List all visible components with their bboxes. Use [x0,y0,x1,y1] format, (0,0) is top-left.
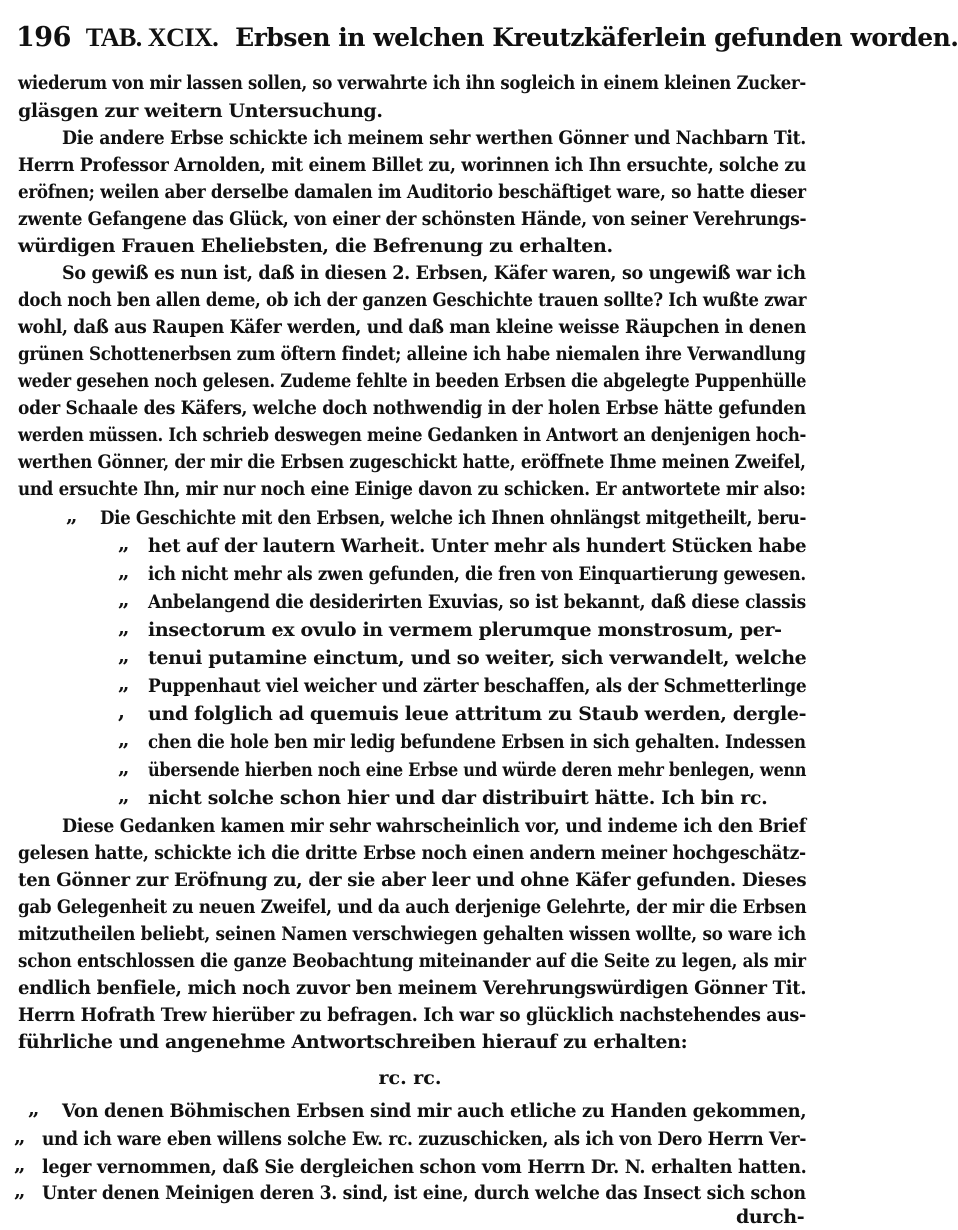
quote-mark: „ [118,587,130,611]
text-line: und ich ware eben willens solche Ew. rc. zuzuschicken, als ich von Dero Herrn Ver- [42,1128,807,1150]
quoted-line: insectorum ex ovulo in vermem plerumque monstrosum, per- [148,619,782,641]
text-line: So gewiß es nun ist, daß in diesen 2. Erbsen, Käfer waren, so ungewiß war ich [62,262,806,284]
quote-mark: „ [14,1178,26,1202]
quoted-line: Die Geschichte mit den Erbsen, welche ich Ihnen ohnlängst mitgetheilt, beru- [100,507,807,529]
text-line: wiederum von mir lassen sollen, so verwahrte ich ihn sogleich in einem kleinen Zucker- [18,72,806,94]
text-line: zwente Gefangene das Glück, von einer der schönsten Hände, von seiner Verehrungs- [18,208,807,230]
text-line: und ersuchte Ihn, mir nur noch eine Einige davon zu schicken. Er antwortete mir also: [18,478,806,500]
quote-mark: „ [66,503,78,527]
quoted-line: tenui putamine einctum, und so weiter, sich verwandelt, welche [148,647,807,669]
quoted-line: chen die hole ben mir ledig befundene Erbsen in sich gehalten. Indessen [148,731,806,753]
quoted-line: ich nicht mehr als zwen gefunden, die fren von Einquartierung gewesen. [148,563,806,585]
text-line: führliche und angenehme Antwortschreiben hierauf zu erhalten: [18,1031,688,1053]
text-line: Von denen Böhmischen Erbsen sind mir auch etliche zu Handen gekommen, [62,1100,807,1122]
text-line: Herrn Professor Arnolden, mit einem Billet zu, worinnen ich Ihn ersuchte, solche zu [18,154,807,176]
text-line: grünen Schottenerbsen zum öftern findet; alleine ich habe niemalen ihre Verwandlung [18,343,806,365]
text-line: Herrn Hofrath Trew hierüber zu befragen. Ich war so glücklich nachstehendes aus- [18,1004,806,1026]
text-line: eröfnen; weilen aber derselbe damalen im Auditorio beschäftiget ware, so hatte dieser [18,181,806,203]
text-line: Unter denen Meinigen deren 3. sind, ist eine, durch welche das Insect sich schon [42,1182,806,1204]
quoted-line: nicht solche schon hier und dar distribuirt hätte. Ich bin rc. [148,787,768,809]
text-line: würdigen Frauen Eheliebsten, die Befrenung zu erhalten. [18,235,613,257]
quote-mark: „ [118,755,130,779]
text-line: gab Gelegenheit zu neuen Zweifel, und da auch derjenige Gelehrte, der mir die Erbsen [18,896,807,918]
page-number: 196 [16,22,71,53]
plate-label: TAB. XCIX. [85,23,219,52]
text-line: weder gesehen noch gelesen. Zudeme fehlte in beeden Erbsen die abgelegte Puppenhülle [18,370,807,392]
section-separator: rc. rc. [378,1067,442,1089]
quote-mark: „ [118,783,130,807]
text-line: Diese Gedanken kamen mir sehr wahrscheinlich vor, und indeme ich den Brief [62,815,806,837]
quote-mark: „ [28,1096,40,1120]
quoted-line: Puppenhaut viel weicher und zärter beschaffen, als der Schmetterlinge [148,675,807,697]
text-line: werthen Gönner, der mir die Erbsen zugeschickt hatte, eröffnete Ihme meinen Zweifel, [18,451,806,473]
text-line: endlich benfiele, mich noch zuvor ben meinem Verehrungswürdigen Gönner Tit. [18,977,807,999]
quote-mark: „ [118,727,130,751]
quote-mark: „ [118,643,130,667]
quoted-line: übersende hierben noch eine Erbse und würde deren mehr benlegen, wenn [148,759,807,781]
text-line: schon entschlossen die ganze Beobachtung miteinander auf die Seite zu legen, als mir [18,950,806,972]
quote-mark: „ [118,559,130,583]
quoted-line: het auf der lautern Warheit. Unter mehr als hundert Stücken habe [148,535,807,557]
text-line: gläsgen zur weitern Untersuchung. [18,100,383,122]
running-header [16,22,958,62]
quoted-line: und folglich ad quemuis leue attritum zu Staub werden, dergle- [148,703,807,725]
text-line: werden müssen. Ich schrieb deswegen meine Gedanken in Antwort an denjenigen hoch- [18,424,807,446]
quote-mark: „ [14,1124,26,1148]
quote-mark: „ [118,671,130,695]
text-line: mitzutheilen beliebt, seinen Namen verschwiegen gehalten wissen wollte, so ware ich [18,923,806,945]
catchword: durch- [736,1206,805,1228]
quote-mark: „ [14,1152,26,1176]
text-line: leger vernommen, daß Sie dergleichen schon vom Herrn Dr. N. erhalten hatten. [42,1156,807,1178]
text-line: wohl, daß aus Raupen Käfer werden, und daß man kleine weisse Räupchen in denen [18,316,807,338]
text-line: doch noch ben allen deme, ob ich der ganzen Geschichte trauen sollte? Ich wußte zwar [18,289,807,311]
page-title: Erbsen in welchen Kreutzkäferlein gefunden worden. [235,23,958,52]
quote-mark: „ [118,615,130,639]
text-line: oder Schaale des Käfers, welche doch nothwendig in der holen Erbse hätte gefunden [18,397,806,419]
text-line: Die andere Erbse schickte ich meinem sehr werthen Gönner und Nachbarn Tit. [62,127,807,149]
text-line: gelesen hatte, schickte ich die dritte Erbse noch einen andern meiner hochgeschätz- [18,842,806,864]
quoted-line: Anbelangend die desiderirten Exuvias, so ist bekannt, daß diese classis [148,591,806,613]
quote-mark: „ [118,531,130,555]
quote-mark: , [118,699,125,723]
text-line: ten Gönner zur Eröfnung zu, der sie aber leer und ohne Käfer gefunden. Dieses [18,869,807,891]
